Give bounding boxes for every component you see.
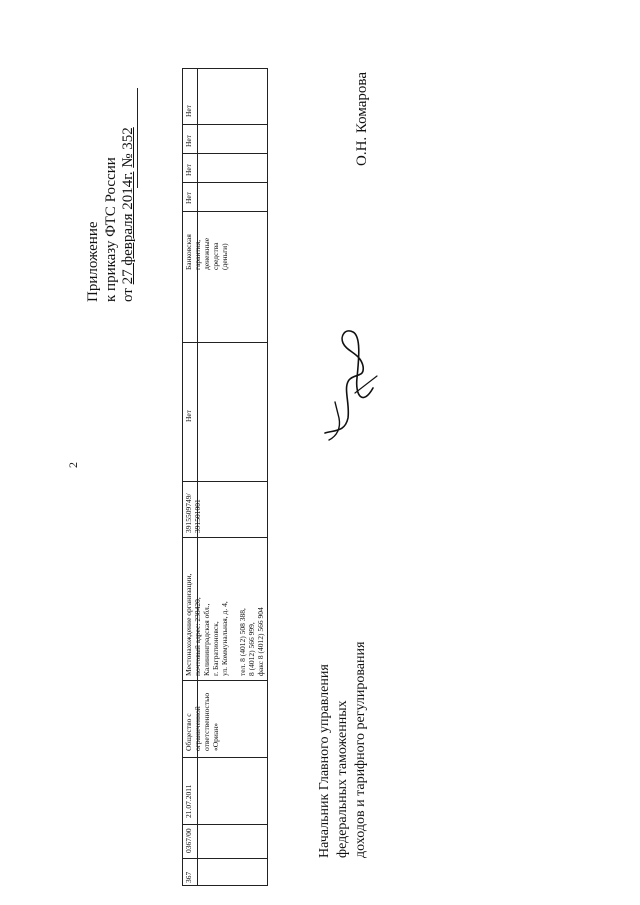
signer-name: О.Н. Комарова (354, 72, 370, 166)
cell-branches: Нет (184, 409, 193, 422)
row-divider (182, 537, 268, 538)
inn-line: 3915509749/ (184, 493, 193, 533)
page-number: 2 (66, 462, 80, 468)
order-date-line (121, 127, 136, 302)
cell-guarantee (184, 234, 229, 270)
guarantee-line: (деньги) (220, 243, 229, 270)
row-divider (182, 182, 268, 183)
row-divider (182, 680, 268, 681)
address-line: 8 (4012) 566 999, (247, 622, 256, 676)
org-line: ограниченной (193, 706, 202, 751)
order-date: 27 февраля 2014г. (120, 171, 136, 285)
row-divider (182, 153, 268, 154)
order-number-underline (137, 88, 138, 188)
address-line: тел. 8 (4012) 508 388, (238, 608, 247, 676)
address-line: г. Багратионовск, (211, 621, 220, 676)
appendix-label: Приложение (85, 221, 101, 302)
row-divider (182, 481, 268, 482)
org-line: ответственностью (202, 692, 211, 751)
registry-table (182, 68, 268, 886)
address-line: Калининградская обл., (202, 603, 211, 676)
cell-date: 21.07.2011 (184, 784, 193, 818)
row-divider (182, 858, 268, 859)
row-divider (182, 342, 268, 343)
table-header-divider (197, 68, 198, 886)
row-divider (182, 124, 268, 125)
signer-title-line: федеральных таможенных (335, 700, 350, 858)
cell-address (184, 574, 265, 676)
guarantee-line: средства (211, 242, 220, 270)
row-divider (182, 757, 268, 758)
cell-flag-1: Нет (184, 191, 193, 204)
cell-row-number: 367 (184, 871, 193, 883)
order-number: № 352 (120, 127, 136, 168)
order-date-prefix: от (120, 288, 136, 302)
org-line: «Ориан» (211, 722, 220, 751)
signer-title-line: доходов и тарифного регулирования (353, 641, 368, 858)
row-divider (182, 211, 268, 212)
guarantee-line: Банковская (184, 234, 193, 270)
address-line: факс 8 (4012) 566 904 (256, 607, 265, 676)
cell-flag-2: Нет (184, 163, 193, 176)
cell-organization (184, 693, 220, 751)
row-divider (182, 824, 268, 825)
cell-flag-4: Нет (184, 104, 193, 117)
signer-title-line: Начальник Главного управления (317, 664, 332, 858)
kpp-line: 391501001 (193, 499, 202, 533)
cell-inn-kpp (184, 493, 202, 533)
org-line: Общество с (184, 713, 193, 751)
address-line: ул. Коммунальная, д. 4, (220, 601, 229, 676)
handwritten-signature (315, 318, 385, 448)
address-line: Местонахождение организации, (184, 573, 193, 676)
guarantee-line: денежные (202, 237, 211, 270)
cell-flag-3: Нет (184, 134, 193, 147)
address-line (229, 574, 238, 676)
cell-code: 0367/00 (184, 828, 193, 853)
guarantee-line: гарантия, (193, 239, 202, 270)
address-line: почтовый адрес: 238420, (193, 597, 202, 676)
order-reference: к приказу ФТС России (103, 157, 119, 302)
